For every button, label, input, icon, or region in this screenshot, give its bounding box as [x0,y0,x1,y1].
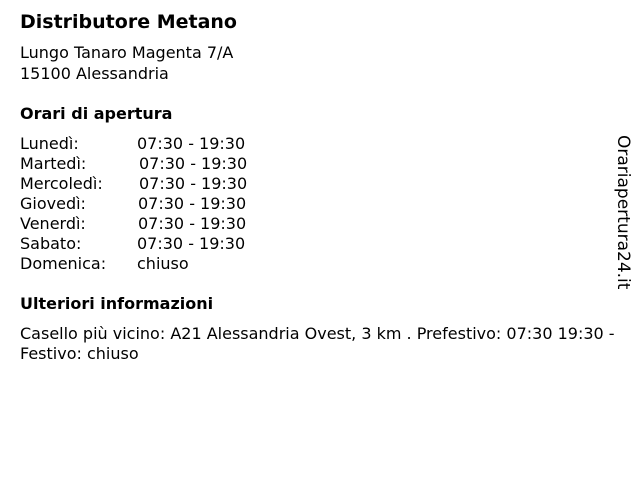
opening-hours-heading: Orari di apertura [20,104,173,123]
day-hours: 07:30 - 19:30 [139,154,248,173]
hours-row-thursday [20,194,320,214]
day-label: Domenica: [20,254,107,273]
day-label: Mercoledì: [20,174,103,193]
hours-row-wednesday [20,174,320,194]
address-street: Lungo Tanaro Magenta 7/A [20,43,234,62]
day-hours: chiuso [137,254,189,273]
day-hours: 07:30 - 19:30 [139,174,248,193]
day-label: Martedì: [20,154,87,173]
address-city: 15100 Alessandria [20,64,169,83]
day-hours: 07:30 - 19:30 [138,194,247,213]
hours-row-saturday [20,234,320,254]
hours-row-monday [20,134,320,154]
opening-hours-table [20,134,320,274]
more-info-text: Casello più vicino: A21 Alessandria Ovest, 3 km . Prefestivo: 07:30 19:30 - Festivo: chiuso [20,324,615,363]
hours-row-sunday [20,254,320,274]
day-hours: 07:30 - 19:30 [137,234,246,253]
hours-row-friday [20,214,320,234]
side-brand-watermark [612,135,634,310]
day-label: Sabato: [20,234,82,253]
hours-row-tuesday [20,154,320,174]
day-label: Lunedì: [20,134,79,153]
day-hours: 07:30 - 19:30 [137,134,246,153]
day-hours: 07:30 - 19:30 [138,214,247,233]
day-label: Venerdì: [20,214,86,233]
side-brand-text: Orariapertura24.it [613,135,633,290]
store-name: Distributore Metano [20,11,237,33]
more-info-heading: Ulteriori informazioni [20,294,214,313]
day-label: Giovedì: [20,194,86,213]
